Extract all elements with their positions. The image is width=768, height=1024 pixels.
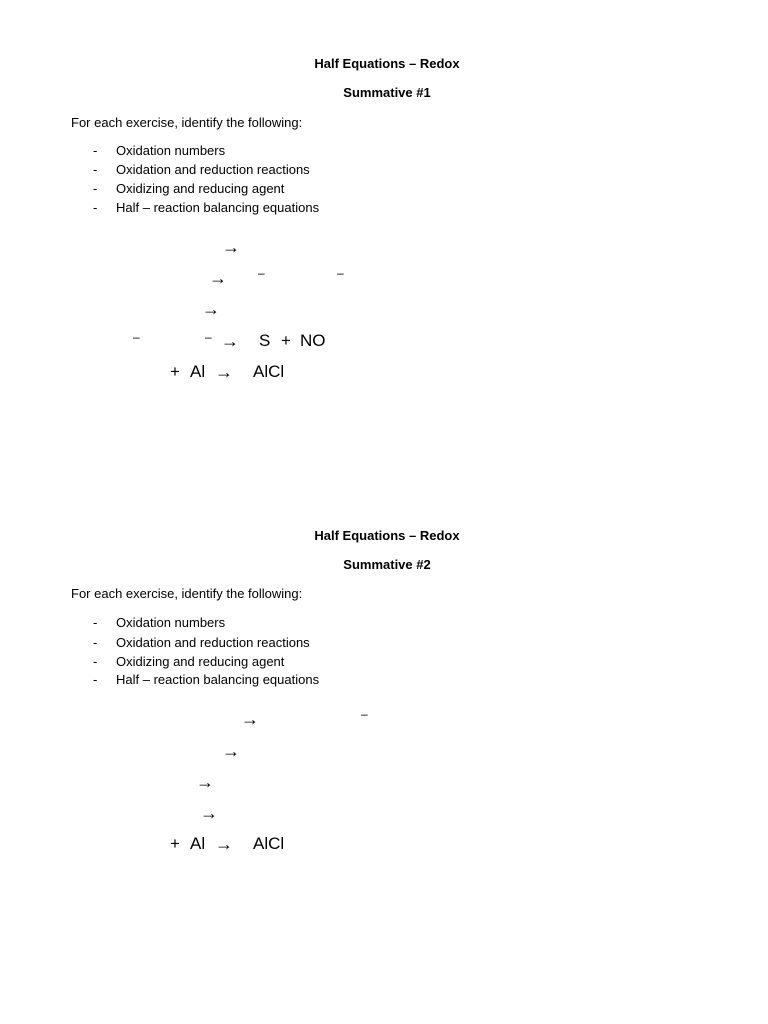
reaction-arrow: → xyxy=(202,299,220,319)
list-item: Oxidation and reduction reactions xyxy=(116,162,310,177)
summative-heading: Summative #1 xyxy=(343,85,431,100)
list-item: Oxidation and reduction reactions xyxy=(116,635,310,650)
instructions-text: For each exercise, identify the following: xyxy=(71,586,303,601)
alcl-formula: AlCl xyxy=(253,362,285,381)
reaction-arrow: → xyxy=(241,709,259,729)
plus-sign: + xyxy=(281,331,291,350)
plus-sign: + xyxy=(170,362,180,381)
sulfur-symbol: S xyxy=(259,331,271,350)
reaction-arrow: → xyxy=(222,741,240,761)
aluminum-symbol: Al xyxy=(190,834,206,853)
instructions-text: For each exercise, identify the following: xyxy=(71,115,303,130)
charge-minus: – xyxy=(133,330,140,344)
plus-sign: + xyxy=(170,834,180,853)
list-item: Half – reaction balancing equations xyxy=(116,672,320,687)
list-bullet: - xyxy=(93,143,98,158)
aluminum-symbol: Al xyxy=(190,362,206,381)
charge-minus: – xyxy=(258,266,265,280)
reaction-arrow: → xyxy=(222,237,240,257)
list-bullet: - xyxy=(93,654,98,669)
list-item: Oxidation numbers xyxy=(116,615,226,630)
summative-heading: Summative #2 xyxy=(343,557,431,572)
list-bullet: - xyxy=(93,200,98,215)
reaction-arrow: → xyxy=(221,331,239,351)
list-item: Half – reaction balancing equations xyxy=(116,200,320,215)
list-bullet: - xyxy=(93,162,98,177)
list-bullet: - xyxy=(93,181,98,196)
list-item: Oxidizing and reducing agent xyxy=(116,654,285,669)
list-bullet: - xyxy=(93,672,98,687)
reaction-arrow: → xyxy=(215,834,233,854)
charge-minus: – xyxy=(205,330,212,344)
charge-minus: – xyxy=(337,266,344,280)
reaction-arrow: → xyxy=(196,772,214,792)
page-title: Half Equations – Redox xyxy=(314,528,460,543)
list-item: Oxidation numbers xyxy=(116,143,226,158)
list-bullet: - xyxy=(93,615,98,630)
page-title: Half Equations – Redox xyxy=(314,56,460,71)
list-item: Oxidizing and reducing agent xyxy=(116,181,285,196)
reaction-arrow: → xyxy=(209,268,227,288)
reaction-arrow: → xyxy=(200,803,218,823)
alcl-formula: AlCl xyxy=(253,834,285,853)
reaction-arrow: → xyxy=(215,362,233,382)
charge-minus: – xyxy=(361,707,368,721)
list-bullet: - xyxy=(93,635,98,650)
no-formula: NO xyxy=(300,331,326,350)
